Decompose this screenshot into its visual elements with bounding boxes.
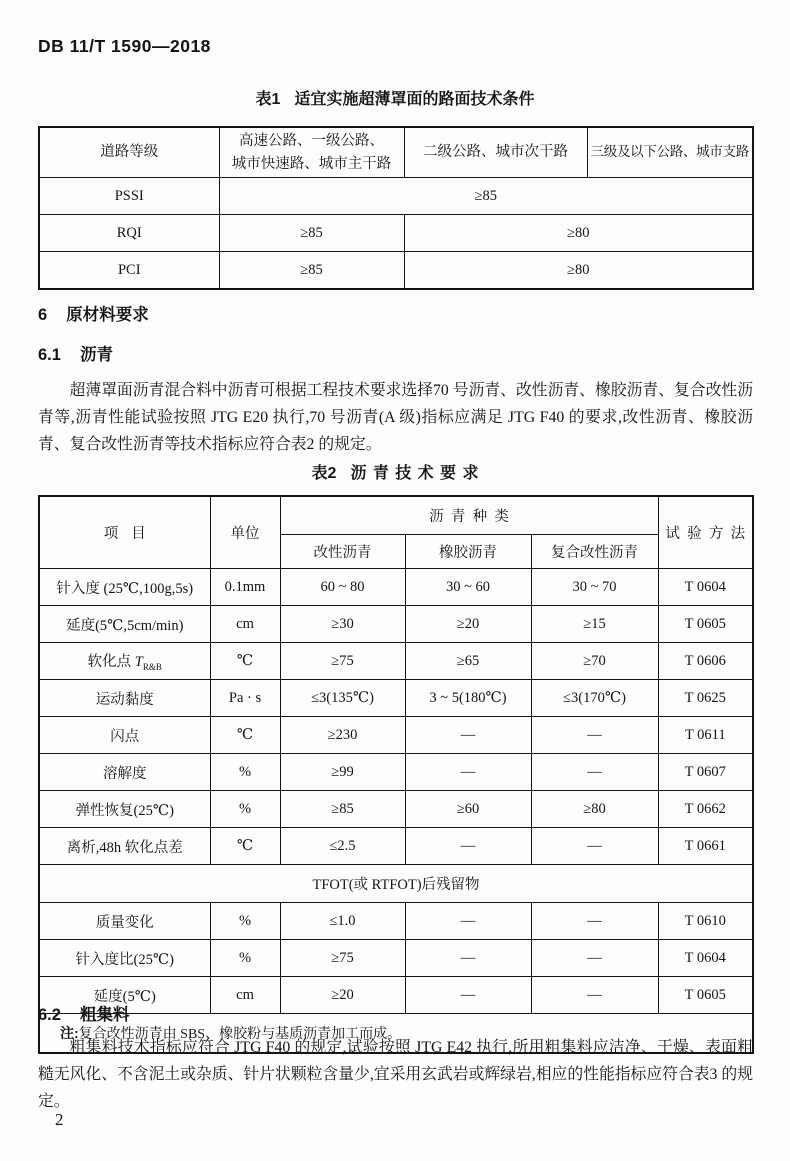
unit-cell: % (210, 940, 280, 977)
data-cell: — (531, 828, 658, 865)
table2-row-kinematic-viscosity (39, 680, 753, 717)
table2-row-elastic-recovery (39, 791, 753, 828)
data-cell: 60 ~ 80 (280, 569, 405, 606)
table2-row-ductility-5c (39, 977, 753, 1014)
table2-row-solubility (39, 754, 753, 791)
row-label: 溶解度 (39, 754, 210, 791)
method-cell: T 0606 (658, 643, 753, 680)
table1-row-rqi (39, 215, 753, 252)
data-cell: ≥65 (405, 643, 531, 680)
method-cell: T 0604 (658, 940, 753, 977)
data-cell: ≥85 (219, 215, 404, 252)
method-cell: T 0661 (658, 828, 753, 865)
unit-cell: ℃ (210, 717, 280, 754)
table2-header-composite: 复合改性沥青 (531, 535, 658, 569)
data-cell: — (531, 903, 658, 940)
table2-asphalt-requirements (38, 495, 754, 1054)
method-cell: T 0605 (658, 977, 753, 1014)
unit-cell: Pa · s (210, 680, 280, 717)
data-cell: ≤2.5 (280, 828, 405, 865)
table2-row-mass-change (39, 903, 753, 940)
method-cell: T 0605 (658, 606, 753, 643)
data-cell: ≤3(170℃) (531, 680, 658, 717)
method-cell: T 0625 (658, 680, 753, 717)
table2-header-modified: 改性沥青 (280, 535, 405, 569)
data-cell: — (405, 828, 531, 865)
data-cell: — (405, 717, 531, 754)
section-heading-6: 6 原材料要求 (38, 306, 149, 324)
paragraph-6-2: 粗集料技术指标应符合 JTG F40 的规定,试验按照 JTG E42 执行,所用粗集料应洁净、干燥、表面粗糙无风化、不含泥土或杂质、针片状颗粒含量少,宜采用玄武岩或辉绿岩,相应的性能指标应符合表3 的规定。 (38, 1039, 753, 1110)
unit-cell: ℃ (210, 643, 280, 680)
row-label: 闪点 (39, 717, 210, 754)
table1-caption-number: 表1 (255, 91, 281, 108)
table-note: 注:复合改性沥青由 SBS、橡胶粉与基质沥青加工而成。 (39, 1014, 753, 1054)
method-cell: T 0604 (658, 569, 753, 606)
data-cell: ≤3(135℃) (280, 680, 405, 717)
table2-caption-title: 沥青技术要求 (350, 465, 485, 482)
unit-cell: % (210, 903, 280, 940)
data-cell: ≥15 (531, 606, 658, 643)
unit-cell: % (210, 791, 280, 828)
data-cell: ≥30 (280, 606, 405, 643)
data-cell: ≥85 (219, 252, 404, 290)
row-label: 质量变化 (39, 903, 210, 940)
method-cell: T 0607 (658, 754, 753, 791)
row-label: 离析,48h 软化点差 (39, 828, 210, 865)
data-cell: ≥80 (531, 791, 658, 828)
row-label: RQI (39, 215, 219, 252)
unit-cell: cm (210, 606, 280, 643)
table2-caption (0, 460, 790, 483)
section-row-label: TFOT(或 RTFOT)后残留物 (39, 865, 753, 903)
row-label: 延度(5℃,5cm/min) (39, 606, 210, 643)
row-label: 弹性恢复(25℃) (39, 791, 210, 828)
table2-section-row-tfot (39, 865, 753, 903)
table1-caption (0, 86, 790, 109)
data-cell: ≥85 (280, 791, 405, 828)
table1-header-road-grade: 道路等级 (39, 127, 219, 178)
row-label: 运动黏度 (39, 680, 210, 717)
data-cell: ≥80 (404, 215, 753, 252)
data-cell: ≥75 (280, 643, 405, 680)
table2-row-segregation (39, 828, 753, 865)
data-cell: — (531, 977, 658, 1014)
data-cell: 3 ~ 5(180℃) (405, 680, 531, 717)
data-cell: ≥230 (280, 717, 405, 754)
page-number: 2 (55, 1110, 64, 1129)
data-cell: — (405, 977, 531, 1014)
row-label: PSSI (39, 178, 219, 215)
table2-row-ductility-5c-5cm (39, 606, 753, 643)
data-cell: ≥20 (280, 977, 405, 1014)
row-label: 针入度比(25℃) (39, 940, 210, 977)
table2-caption-number: 表2 (311, 465, 337, 482)
method-cell: T 0662 (658, 791, 753, 828)
data-cell: 30 ~ 70 (531, 569, 658, 606)
table1-row-pssi (39, 178, 753, 215)
document-code: DB 11/T 1590—2018 (38, 36, 211, 56)
data-cell: ≥99 (280, 754, 405, 791)
table1-header-row (39, 127, 753, 178)
unit-cell: ℃ (210, 828, 280, 865)
paragraph-6-1: 超薄罩面沥青混合料中沥青可根据工程技术要求选择70 号沥青、改性沥青、橡胶沥青、复合改性沥青等,沥青性能试验按照 JTG E20 执行,70 号沥青(A 级)指标应满足 JTG F40 的要求,改性沥青、橡胶沥青、复合改性沥青等技术指标应符合表2 的规定。 (38, 382, 753, 453)
table2-row-softening-point (39, 643, 753, 680)
row-label: 延度(5℃) (39, 977, 210, 1014)
data-cell: — (531, 717, 658, 754)
method-cell: T 0611 (658, 717, 753, 754)
table1-caption-title: 适宜实施超薄罩面的路面技术条件 (294, 91, 535, 108)
table2-header-row-1 (39, 496, 753, 535)
row-label: 软化点 $T_{R\&B}$ (39, 643, 210, 680)
data-cell: 30 ~ 60 (405, 569, 531, 606)
table2-row-flash-point (39, 717, 753, 754)
table2-header-asphalt-type-group: 沥青种类 (280, 496, 658, 535)
data-cell: — (405, 903, 531, 940)
data-cell: ≤1.0 (280, 903, 405, 940)
table2-header-test-method: 试验方法 (658, 496, 753, 569)
table2-row-penetration (39, 569, 753, 606)
data-cell: ≥80 (404, 252, 753, 290)
data-cell: ≥70 (531, 643, 658, 680)
data-cell: — (531, 754, 658, 791)
data-cell: — (405, 754, 531, 791)
data-cell: — (531, 940, 658, 977)
table2-header-rubber: 橡胶沥青 (405, 535, 531, 569)
table1-header-expressway: 高速公路、一级公路、 城市快速路、城市主干路 (219, 127, 404, 178)
table2-header-unit: 单位 (210, 496, 280, 569)
section-heading-6-2: 6.2 粗集料 (38, 1006, 130, 1024)
data-cell: ≥85 (219, 178, 753, 215)
data-cell: — (405, 940, 531, 977)
section-heading-6-1: 6.1 沥青 (38, 346, 113, 364)
table1-header-secondary: 二级公路、城市次干路 (404, 127, 587, 178)
table1-row-pci (39, 252, 753, 290)
data-cell: ≥75 (280, 940, 405, 977)
row-label: 针入度 (25℃,100g,5s) (39, 569, 210, 606)
table2-row-penetration-ratio (39, 940, 753, 977)
method-cell: T 0610 (658, 903, 753, 940)
unit-cell: 0.1mm (210, 569, 280, 606)
data-cell: ≥20 (405, 606, 531, 643)
table1-header-tertiary: 三级及以下公路、城市支路 (587, 127, 753, 178)
row-label: PCI (39, 252, 219, 290)
unit-cell: % (210, 754, 280, 791)
unit-cell: cm (210, 977, 280, 1014)
table1-road-conditions (38, 126, 754, 290)
data-cell: ≥60 (405, 791, 531, 828)
table2-header-item: 项目 (39, 496, 210, 569)
